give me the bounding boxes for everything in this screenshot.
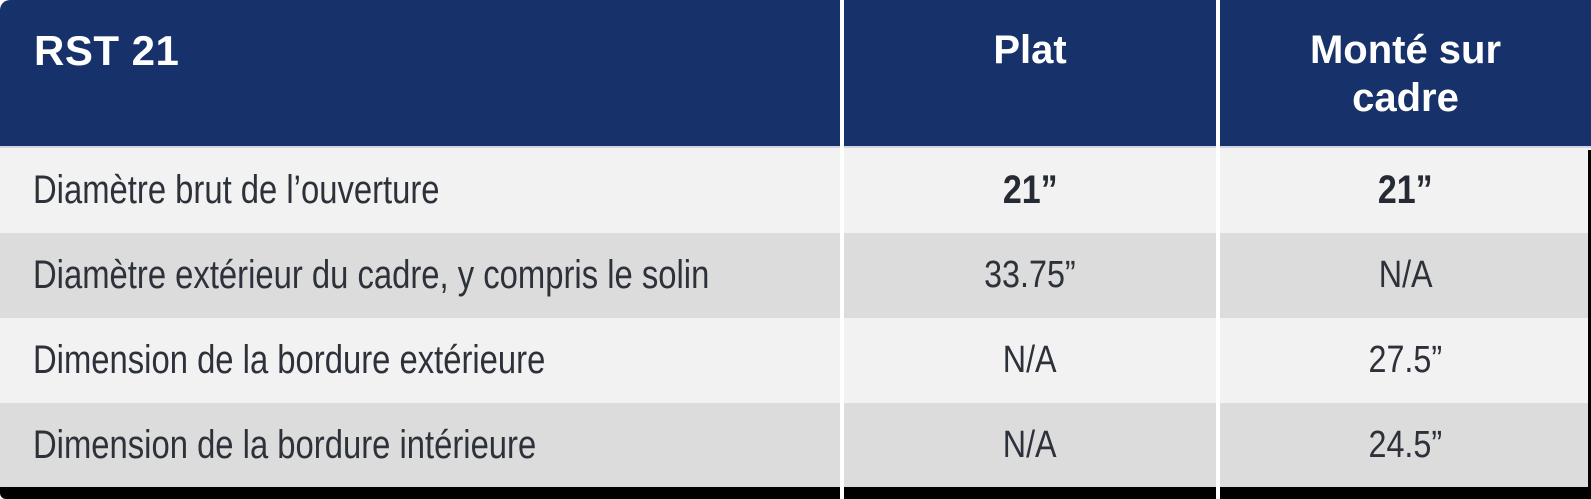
- spec-value-plat: [844, 233, 1216, 318]
- spec-value-monte: [1220, 318, 1591, 403]
- column-header-monte-sur-cadre-text: Monté sur cadre: [1309, 28, 1502, 120]
- spec-value-plat-text: 21”: [1002, 168, 1058, 212]
- spec-value-plat: [844, 403, 1216, 487]
- bottom-bar: [1220, 487, 1591, 499]
- spec-value-plat-text: N/A: [1003, 339, 1057, 381]
- spec-value-monte: [1220, 403, 1591, 487]
- column-header-plat-text: Plat: [993, 28, 1067, 72]
- spec-value-monte-text: 21”: [1378, 168, 1433, 212]
- spec-value-plat-text: N/A: [1003, 423, 1057, 466]
- spec-row-label-text: Diamètre extérieur du cadre, y compris le solin: [33, 253, 710, 297]
- table-title-text: RST 21: [34, 27, 180, 74]
- table-title: [0, 0, 840, 148]
- spec-value-monte-text: N/A: [1378, 254, 1433, 296]
- column-header-plat: [844, 0, 1216, 148]
- spec-value-monte: [1220, 233, 1591, 318]
- spec-row-label-text: Diamètre brut de l’ouverture: [33, 168, 440, 212]
- bottom-bar: [0, 487, 840, 499]
- spec-value-monte-text: 27.5”: [1368, 339, 1443, 381]
- spec-row-label: [0, 148, 840, 233]
- spec-row-label: [0, 403, 840, 487]
- spec-value-plat: [844, 318, 1216, 403]
- column-header-monte-sur-cadre: [1220, 0, 1591, 148]
- spec-row-label: [0, 233, 840, 318]
- spec-value-plat-text: 33.75”: [984, 254, 1076, 296]
- spec-row-label: [0, 318, 840, 403]
- spec-value-monte-text: 24.5”: [1368, 423, 1443, 466]
- spec-row-label-text: Dimension de la bordure intérieure: [33, 422, 537, 467]
- spec-value-monte: [1220, 148, 1591, 233]
- bottom-bar: [844, 487, 1216, 499]
- spec-row-label-text: Dimension de la bordure extérieure: [33, 338, 546, 382]
- spec-value-plat: [844, 148, 1216, 233]
